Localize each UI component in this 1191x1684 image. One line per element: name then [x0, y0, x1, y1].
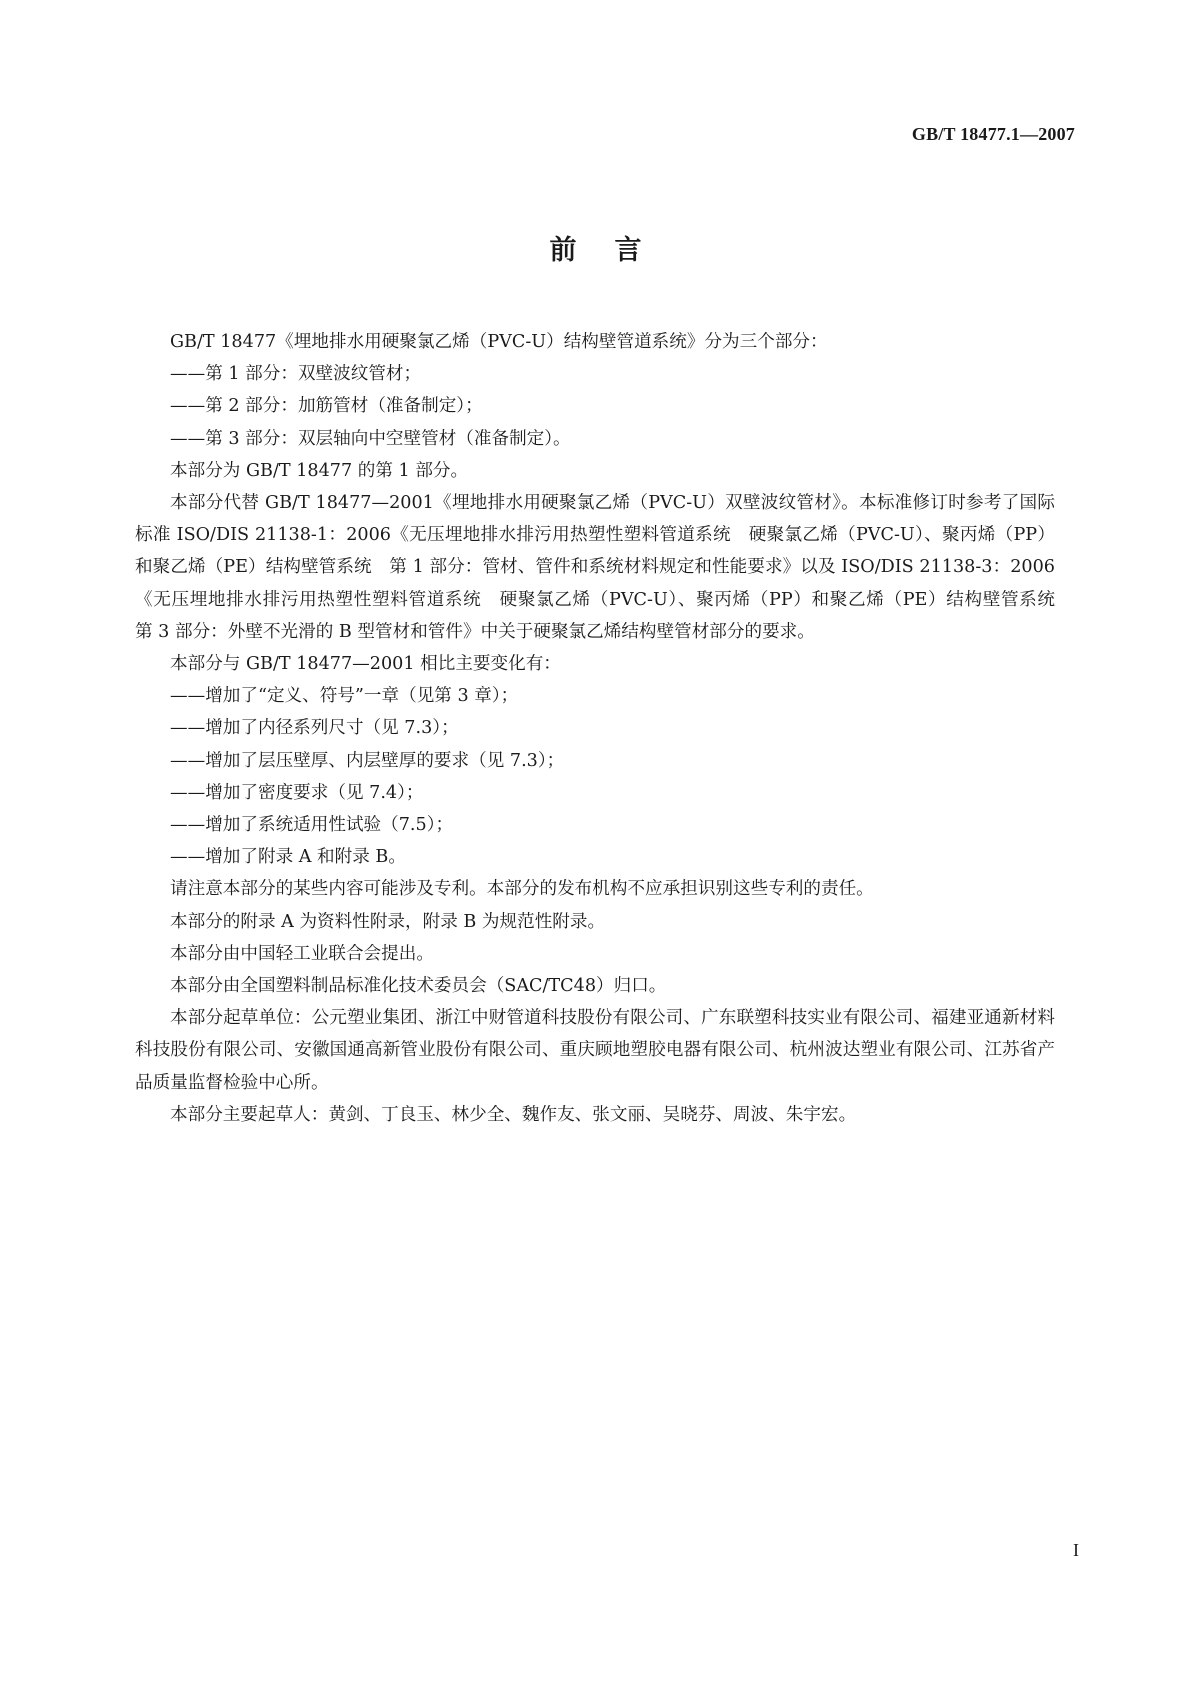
paragraph-committee: 本部分由全国塑料制品标准化技术委员会（SAC/TC48）归口。	[170, 976, 667, 997]
paragraph-drafters: 本部分主要起草人：黄剑、丁良玉、林少全、魏作友、张文丽、吴晓芬、周波、朱宇宏。	[170, 1104, 857, 1125]
paragraph-part-statement: 本部分为 GB/T 18477 的第 1 部分。	[170, 460, 469, 481]
list-item-change-4: ——增加了密度要求（见 7.4）；	[170, 782, 424, 803]
paragraph-drafting-units: 本部分起草单位：公元塑业集团、浙江中财管道科技股份有限公司、广东联塑科技实业有限公司、福建亚通新材料科技股份有限公司、安徽国通高新管业股份有限公司、重庆顾地塑胶电器有限公司、杭州波达塑业有限公司、江苏省产品质量监督检验中心所。	[135, 1008, 1055, 1093]
paragraph-patent-notice: 请注意本部分的某些内容可能涉及专利。本部分的发布机构不应承担识别这些专利的责任。	[170, 879, 874, 900]
list-item-change-3: ——增加了层压壁厚、内层壁厚的要求（见 7.3）；	[170, 750, 565, 771]
list-item-part-2: ——第 2 部分：加筋管材（准备制定）；	[170, 396, 483, 417]
page-number: I	[1073, 1540, 1079, 1560]
list-item-part-1: ——第 1 部分：双壁波纹管材；	[170, 364, 422, 385]
foreword-body	[135, 326, 1073, 1131]
paragraph-proposer: 本部分由中国轻工业联合会提出。	[170, 943, 434, 964]
page-title: 前言	[549, 235, 680, 266]
list-item-change-2: ——增加了内径系列尺寸（见 7.3）；	[170, 718, 459, 739]
paragraph-intro: GB/T 18477《埋地排水用硬聚氯乙烯（PVC-U）结构壁管道系统》分为三个部分：	[170, 332, 828, 352]
list-item-change-6: ——增加了附录 A 和附录 B。	[170, 847, 406, 868]
list-item-change-1: ——增加了“定义、符号”一章（见第 3 章）；	[170, 686, 519, 707]
standard-code: GB/T 18477.1—2007	[911, 124, 1075, 144]
list-item-change-5: ——增加了系统适用性试验（7.5）；	[170, 815, 454, 836]
paragraph-replacement: 本部分代替 GB/T 18477—2001《埋地排水用硬聚氯乙烯（PVC-U）双壁波纹管材》。本标准修订时参考了国际标准 ISO/DIS 21138-1：2006《无压埋地排水排污用热塑性塑料管道系统 硬聚氯乙烯（PVC-U）、聚丙烯（PP）和聚乙烯（PE）结构壁管系统 第 1 部分：管材、管件和系统材料规定和性能要求》以及 ISO/DIS 21138-3：2006《无压埋地排水排污用热塑性塑料管道系统 硬聚氯乙烯（PVC-U）、聚丙烯（PP）和聚乙烯（PE）结构壁管系统 第 3 部分：外壁不光滑的 B 型管材和管件》中关于硬聚氯乙烯结构壁管材部分的要求。	[135, 493, 1073, 642]
paragraph-annex-note: 本部分的附录 A 为资料性附录，附录 B 为规范性附录。	[170, 911, 606, 932]
list-item-part-3: ——第 3 部分：双层轴向中空壁管材（准备制定）。	[170, 428, 571, 449]
paragraph-changes-intro: 本部分与 GB/T 18477—2001 相比主要变化有：	[170, 654, 561, 675]
